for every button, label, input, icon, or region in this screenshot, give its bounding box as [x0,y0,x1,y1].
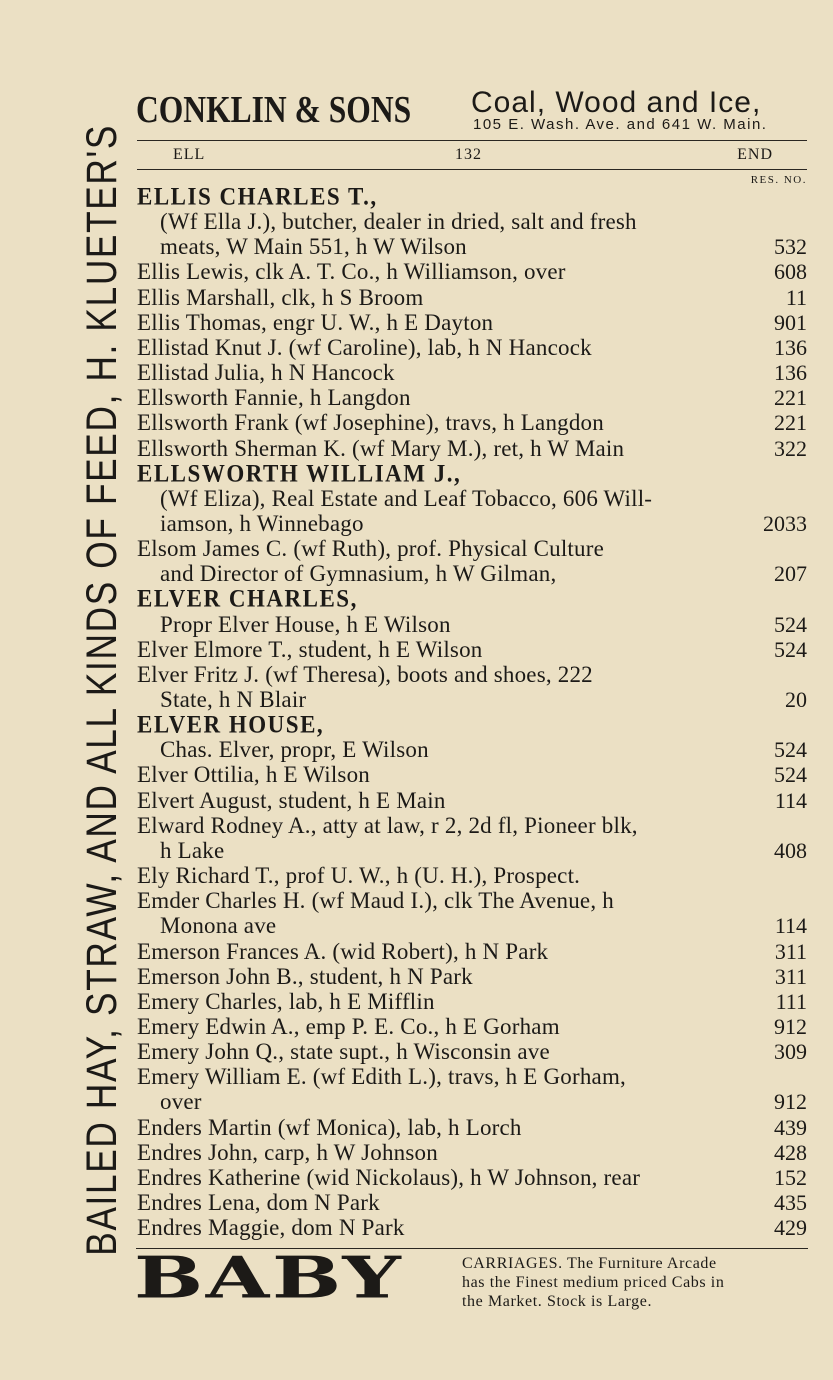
running-head [137,144,807,166]
bottom-ad-line: the Market. Stock is Large. [462,1293,653,1310]
entry-name-line: Ellsworth Fannie, h Langdon [137,385,411,411]
residence-number: 322 [774,435,807,461]
residence-number: 912 [774,1013,807,1039]
residence-number: 136 [774,334,807,360]
entry-continuation-line: h Lake [160,837,225,863]
residence-number: 152 [774,1164,807,1190]
residence-number: 311 [774,938,807,964]
residence-number: 111 [775,988,807,1014]
residence-number: 429 [774,1215,807,1241]
entry-name-line: Ellis Lewis, clk A. T. Co., h Williamson, over [137,259,566,285]
residence-number: 2033 [763,510,807,536]
entry-continuation-line: Propr Elver House, h E Wilson [160,611,451,637]
side-ad-text: BAILED HAY, STRAW, AND ALL KINDS OF FEED, H. KLUETER'S [77,124,126,1256]
header-rule-top [137,140,807,141]
residence-number: 408 [774,837,807,863]
side-advertisement [79,75,125,1305]
bottom-ad-headline: BABY [134,1244,404,1312]
entry-name-line: Endres John, carp, h W Johnson [137,1139,438,1165]
entry-name-line: Elward Rodney A., atty at law, r 2, 2d fl, Pioneer blk, [137,812,638,838]
residence-number: 114 [774,787,807,813]
entry-continuation-line: Monona ave [160,913,277,939]
entry-name-line: Ellistad Julia, h N Hancock [137,360,395,386]
entry-name-line: Elver Elmore T., student, h E Wilson [137,636,483,662]
residence-number: 207 [774,561,807,587]
entry-name-line: Ellsworth Sherman K. (wf Mary M.), ret, h W Main [137,435,625,461]
entry-continuation-line: (Wf Ella J.), butcher, dealer in dried, salt and fresh [160,209,637,235]
residence-number: 309 [774,1039,807,1065]
residence-number: 901 [774,309,807,335]
entry-continuation-line: meats, W Main 551, h W Wilson [160,234,467,260]
entry-name-line: Emery John Q., state supt., h Wisconsin ave [137,1039,550,1065]
residence-number: 428 [774,1139,807,1165]
entry-name-line: Elsom James C. (wf Ruth), prof. Physical Culture [137,536,604,562]
bottom-ad-line: CARRIAGES. The Furniture Arcade [462,1255,717,1272]
residence-number: 136 [774,360,807,386]
entry-name-line: Endres Maggie, dom N Park [137,1215,405,1241]
column-label: RES. NO. [750,174,807,186]
header-advertisement [136,86,812,136]
residence-number: 435 [774,1190,807,1215]
entry-continuation-line: Chas. Elver, propr, E Wilson [160,737,429,763]
header-firm-name: CONKLIN & SONS [136,89,412,131]
header-rule-bottom [137,169,807,170]
entry-name-line: Emery Edwin A., emp P. E. Co., h E Gorham [137,1013,560,1039]
entry-name-line: Emerson John B., student, h N Park [137,963,473,989]
residence-number: 311 [774,963,807,989]
residence-number: 524 [774,611,807,637]
bottom-ad-text [462,1254,812,1311]
residence-number: 221 [774,385,807,411]
residence-number: 221 [774,410,807,436]
entry-name-line: Emery Charles, lab, h E Mifflin [137,988,435,1014]
entry-continuation-line: and Director of Gymnasium, h W Gilman, [160,561,557,587]
entry-name-line: Emery William E. (wf Edith L.), travs, h E Gorham, [137,1064,626,1090]
residence-number: 11 [785,284,807,310]
entry-name-line: ELLIS CHARLES T., [137,183,378,210]
entry-name-line: ELVER CHARLES, [137,585,358,613]
residence-number: 439 [774,1114,807,1140]
entry-name-line: Endres Lena, dom N Park [137,1190,380,1215]
entry-name-line: Enders Martin (wf Monica), lab, h Lorch [137,1114,522,1140]
entry-continuation-line: iamson, h Winnebago [160,510,364,536]
residence-number: 524 [774,762,807,788]
entry-name-line: Endres Katherine (wid Nickolaus), h W Johnson, rear [137,1164,641,1190]
entry-name-line: ELLSWORTH WILLIAM J., [137,459,462,487]
entry-name-line: Elvert August, student, h E Main [137,787,446,813]
entry-name-line: ELVER HOUSE, [137,711,325,739]
residence-number: 912 [774,1089,807,1115]
entry-name-line: Ely Richard T., prof U. W., h (U. H.), Prospect. [137,863,581,889]
bottom-ad-line: has the Finest medium priced Cabs in [462,1274,725,1291]
entry-name-line: Ellis Thomas, engr U. W., h E Dayton [137,309,494,335]
residence-number: 532 [774,234,807,260]
entry-continuation-line: over [160,1089,202,1115]
entry-continuation-line: (Wf Eliza), Real Estate and Leaf Tobacco, 606 Will- [160,485,653,511]
residence-number: 114 [774,913,807,939]
entry-name-line: Ellsworth Frank (wf Josephine), travs, h Langdon [137,410,604,436]
residence-number: 20 [785,687,807,712]
entry-name-line: Emder Charles H. (wf Maud I.), clk The Avenue, h [137,888,614,914]
header-address: 105 E. Wash. Ave. and 641 W. Main. [473,116,768,133]
entry-name-line: Emerson Frances A. (wid Robert), h N Park [137,938,549,964]
entry-name-line: Ellistad Knut J. (wf Caroline), lab, h N Hancock [137,334,592,360]
entry-continuation-line: State, h N Blair [160,687,307,712]
entry-name-line: Elver Fritz J. (wf Theresa), boots and shoes, 222 [137,661,593,687]
residence-number: 524 [774,737,807,763]
running-head-right: END [737,146,773,163]
residence-number: 524 [774,636,807,662]
header-goods: Coal, Wood and Ice, [471,86,762,119]
entry-name-line: Ellis Marshall, clk, h S Broom [137,284,424,310]
page-number: 132 [455,146,482,163]
entry-name-line: Elver Ottilia, h E Wilson [137,762,370,788]
running-head-left: ELL [173,146,206,163]
residence-number: 608 [774,259,807,285]
